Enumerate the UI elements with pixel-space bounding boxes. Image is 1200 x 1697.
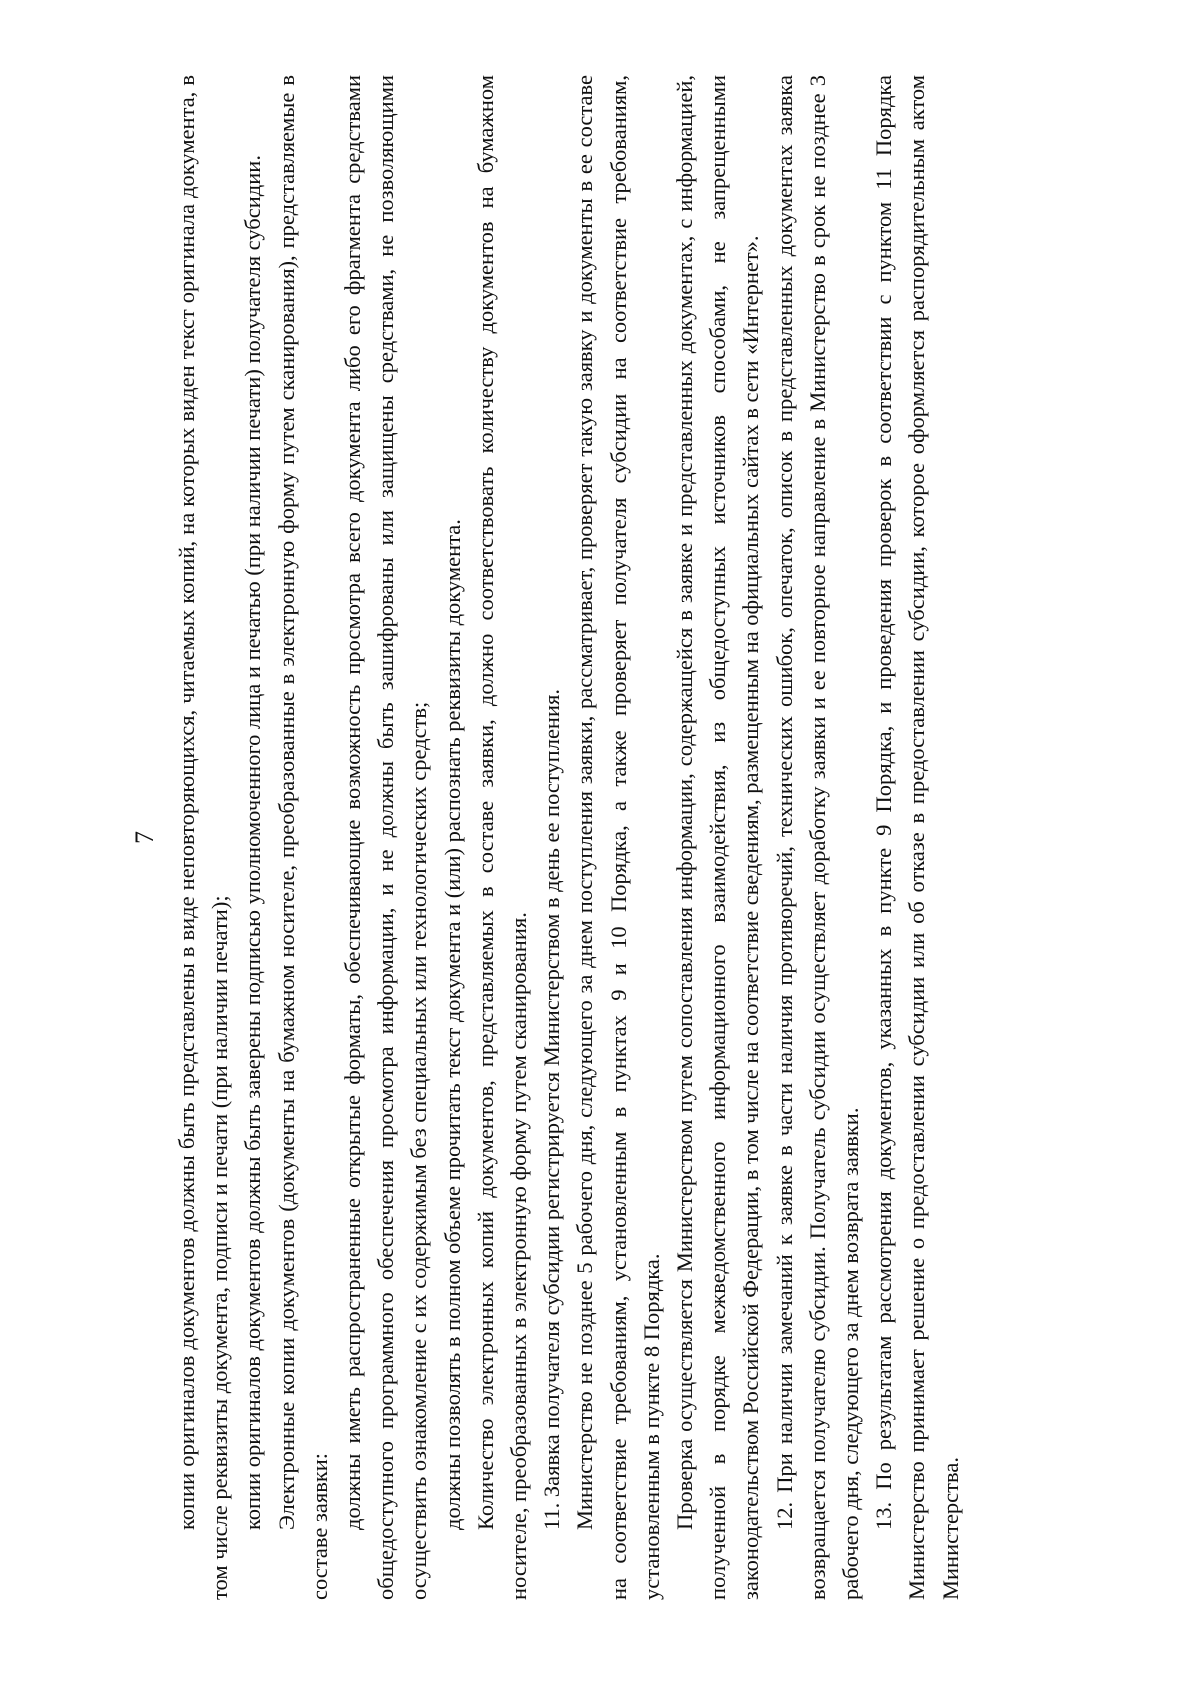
rotated-content — [130, 75, 1090, 1600]
paragraph-3: Электронные копии документов (документы на бумажном носителе, преобразованные в электронную форму путем сканирования), представляемые в составе заявки: — [273, 75, 332, 1600]
paragraph-1: копии оригиналов документов должны быть представлены в виде неповторяющихся, читаемых копий, на которых виден текст оригинала документа, в том числе реквизиты документа, подписи и печати (при наличии печати); — [174, 75, 233, 1600]
body-text — [170, 75, 967, 1600]
paragraph-2: копии оригиналов документов должны быть заверены подписью уполномоченного лица и печатью (при наличии печати) получателя субсидии. — [240, 155, 266, 1530]
paragraph-9: Проверка осуществляется Министерством путем сопоставления информации, содержащейся в заявке и представленных документах, с информацией, полученной в порядке межведомственного информационного взаимодействия, из общедоступных источников способами, не запрещенными законодательством Российской Федерации, в том числе на соответствие сведениям, размещенным на официальных сайтах в сети «Интернет». — [672, 75, 764, 1600]
paragraph-11: 13. По результатам рассмотрения документов, указанных в пункте 9 Порядка, и проведения проверок в соответствии с пунктом 11 Порядка Министерство принимает решение о предоставлении субсидии или об отказе в предоставлении субсидии, которое оформляется распорядительным актом Министерства. — [871, 75, 963, 1600]
paragraph-7: 11. Заявка получателя субсидии регистрируется Министерством в день ее поступления. — [539, 689, 565, 1530]
paragraph-10: 12. При наличии замечаний к заявке в части наличия противоречий, технических ошибок, опечаток, описок в представленных документах заявка возвращается получателю субсидии. Получатель субсидии осуществляет доработку заявки и ее повторное направление в Министерство в срок не позднее 3 рабочего дня, следующего за днем возврата заявки. — [771, 75, 864, 1600]
paragraph-6: Количество электронных копий документов, представляемых в составе заявки, должно соответствовать количеству документов на бумажном носителе, преобразованных в электронную форму путем сканирования. — [472, 75, 532, 1600]
paragraph-4: должны иметь распространенные открытые форматы, обеспечивающие возможность просмотра всего документа либо его фрагмента средствами общедоступного программного обеспечения просмотра информации, и не должны быть зашифрованы или защищены средствами, не позволяющими осуществить ознакомление с их содержимым без специальных или технологических средств; — [340, 75, 432, 1600]
paragraph-8: Министерство не позднее 5 рабочего дня, следующего за днем поступления заявки, рассматривает, проверяет такую заявку и документы в ее составе на соответствие требованиям, установленным в пунктах 9 и 10 Порядка, а также проверяет получателя субсидии на соответствие требованиям, установленным в пункте 8 Порядка. — [572, 75, 664, 1600]
paragraph-5: должны позволять в полном объеме прочитать текст документа и (или) распознать реквизиты документа. — [439, 519, 465, 1530]
page-number: 7 — [130, 831, 159, 844]
